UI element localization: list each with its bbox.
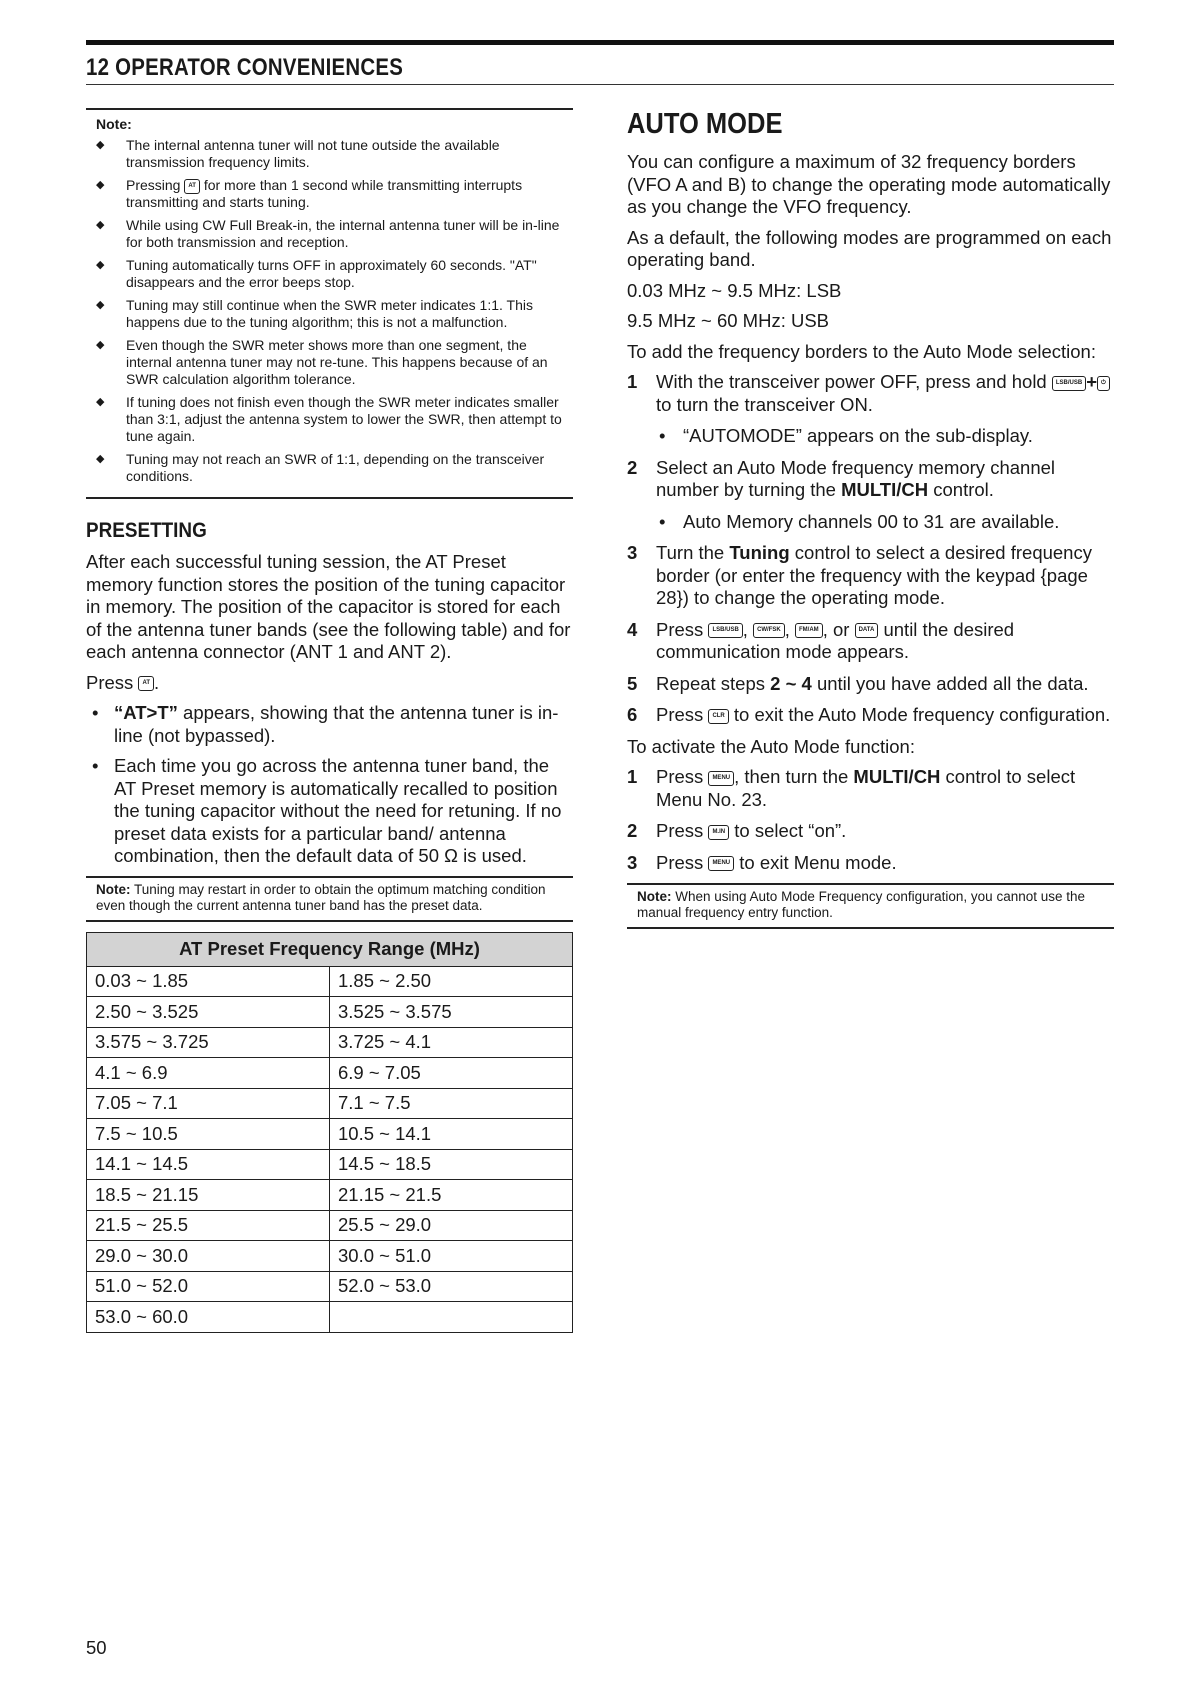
paragraph: To add the frequency borders to the Auto Mode selection: <box>627 340 1096 362</box>
step <box>627 371 1114 416</box>
step-number: 4 <box>627 618 638 640</box>
table-row <box>87 1180 573 1211</box>
paragraph: You can configure a maximum of 32 frequency borders (VFO A and B) to change the operating mode automatically as you change the VFO frequency. <box>627 151 1111 217</box>
text: Press <box>656 704 709 725</box>
header-divider <box>86 84 1114 85</box>
table-cell: 14.1 ~ 14.5 <box>87 1149 330 1180</box>
press-line <box>86 672 573 695</box>
text: until the desired communication mode appears. <box>656 618 1015 662</box>
table-cell <box>330 1302 573 1333</box>
text: Turn the <box>656 542 730 563</box>
menu-key-icon: MENU <box>708 771 734 786</box>
step-number: 3 <box>627 542 638 563</box>
clr-key-icon: CLR <box>708 709 728 724</box>
paragraph: 9.5 MHz ~ 60 MHz: USB <box>627 310 830 331</box>
table-cell: 14.5 ~ 18.5 <box>330 1149 573 1180</box>
presetting-paragraph: After each successful tuning session, the AT Preset memory function stores the position of the tuning capacitor in memory. The position of the capacitor is stored for each of the antenna tuner bands (see the following table) and for each antenna connector (ANT 1 and ANT 2). <box>86 551 571 662</box>
table-row <box>87 1302 573 1333</box>
table-cell: 3.525 ~ 3.575 <box>330 997 573 1028</box>
bold-text: “AT>T” <box>114 702 178 723</box>
note-label: Note: <box>637 889 672 904</box>
text: Press <box>656 820 709 841</box>
step-number: 5 <box>627 672 638 694</box>
step-number: 2 <box>627 820 638 841</box>
table-row <box>87 966 573 997</box>
note-item: ◆ Tuning may not reach an SWR of 1:1, depending on the transceiver conditions. <box>86 451 573 485</box>
step <box>627 542 1114 610</box>
table-row <box>87 1058 573 1089</box>
left-column <box>86 108 573 1333</box>
step-number: 1 <box>627 371 638 392</box>
step-number: 6 <box>627 704 638 725</box>
paragraph: To activate the Auto Mode function: <box>627 735 915 757</box>
table-cell: 25.5 ~ 29.0 <box>330 1210 573 1241</box>
text: Press <box>86 671 134 693</box>
table-cell: 21.5 ~ 25.5 <box>87 1210 330 1241</box>
step <box>627 766 1114 811</box>
table-row <box>87 1210 573 1241</box>
paragraph: As a default, the following modes are programmed on each operating band. <box>627 226 1112 270</box>
table-cell: 7.1 ~ 7.5 <box>330 1088 573 1119</box>
table-cell: 21.15 ~ 21.5 <box>330 1180 573 1211</box>
menu-key-icon: MENU <box>708 856 734 871</box>
chapter-title: 12 OPERATOR CONVENIENCES <box>86 54 404 81</box>
table-cell: 18.5 ~ 21.15 <box>87 1180 330 1211</box>
table-row <box>87 997 573 1028</box>
step <box>627 820 1114 843</box>
sub-bullet: • “AUTOMODE” appears on the sub-display. <box>627 425 1114 448</box>
text: , <box>784 618 796 640</box>
text: to turn the transceiver ON. <box>656 393 873 415</box>
step-number: 3 <box>627 851 638 873</box>
table-row <box>87 1088 573 1119</box>
at-preset-table <box>86 932 573 1333</box>
text: Press <box>656 618 709 640</box>
bold-text: 2 ~ 4 <box>770 672 812 694</box>
data-key-icon: DATA <box>855 623 879 638</box>
table-cell: 7.05 ~ 7.1 <box>87 1088 330 1119</box>
table-cell: 4.1 ~ 6.9 <box>87 1058 330 1089</box>
table-cell: 10.5 ~ 14.1 <box>330 1119 573 1150</box>
page-number: 50 <box>86 1637 107 1658</box>
header-rule <box>86 40 1114 45</box>
text: appears, showing that the antenna tuner is in-line (not bypassed). <box>114 702 559 746</box>
lsb-usb-key-icon: LSB/USB <box>708 623 742 638</box>
text: Press <box>656 851 709 873</box>
bold-text: MULTI/CH <box>853 766 941 787</box>
table-cell: 6.9 ~ 7.05 <box>330 1058 573 1089</box>
note-text: Pressing <box>126 177 181 193</box>
text: , then turn the <box>734 766 854 787</box>
presetting-heading: PRESETTING <box>86 519 207 542</box>
note-item: ◆ Tuning automatically turns OFF in approximately 60 seconds. "AT" disappears and the error beeps stop. <box>86 257 573 291</box>
automode-heading: AUTO MODE <box>627 108 783 140</box>
table-row <box>87 1149 573 1180</box>
note-item: ◆ If tuning does not finish even though the SWR meter indicates smaller than 3:1, adjust the antenna system to lower the SWR, then attempt to tune again. <box>86 394 573 445</box>
table-row <box>87 1241 573 1272</box>
table-row <box>87 1027 573 1058</box>
note-label: Note: <box>96 116 132 132</box>
text: Select an Auto Mode frequency memory channel number by turning the <box>656 456 1056 500</box>
presetting-note <box>86 876 573 922</box>
note-box <box>86 108 573 499</box>
text: . <box>154 671 160 693</box>
text: control to select a desired frequency border (or enter the frequency with the keypad {page 28}) to change the operating mode. <box>656 542 1092 608</box>
text: to exit Menu mode. <box>734 851 897 873</box>
plus: + <box>1086 371 1098 392</box>
step <box>627 704 1114 727</box>
at-key-icon: AT <box>184 179 200 194</box>
step-number: 1 <box>627 766 638 787</box>
text: to exit the Auto Mode frequency configuration. <box>728 704 1111 725</box>
table-cell: 1.85 ~ 2.50 <box>330 966 573 997</box>
note-text: Tuning may restart in order to obtain the optimum matching condition even though the current antenna tuner band has the preset data. <box>96 881 546 913</box>
step <box>627 457 1114 502</box>
power-key-icon: ⏻ <box>1097 376 1110 391</box>
cw-fsk-key-icon: CW/FSK <box>753 623 785 638</box>
bullet-item <box>86 702 573 747</box>
text: until you have added all the data. <box>811 672 1089 694</box>
note-item: ◆ Tuning may still continue when the SWR meter indicates 1:1. This happens due to the tuning algorithm; this is not a malfunction. <box>86 297 573 331</box>
table-cell: 7.5 ~ 10.5 <box>87 1119 330 1150</box>
table-cell: 2.50 ~ 3.525 <box>87 997 330 1028</box>
note-item: ◆ While using CW Full Break-in, the internal antenna tuner will be in-line for both transmission and reception. <box>86 217 573 251</box>
text: , <box>742 618 754 640</box>
text: control to select Menu No. 23. <box>656 766 1076 810</box>
text: to select “on”. <box>729 820 847 841</box>
bold-text: Tuning <box>729 542 790 563</box>
lsb-usb-key-icon: LSB/USB <box>1052 376 1086 391</box>
table-cell: 51.0 ~ 52.0 <box>87 1271 330 1302</box>
bullet-item: • Each time you go across the antenna tuner band, the AT Preset memory is automatically recalled to position the tuning capacitor without the need for retuning. If no preset data exists for a particular band/ antenna combination, then the default data of 50 Ω is used. <box>86 755 573 868</box>
note-text: for more than 1 second while transmitting interrupts transmitting and starts tuning. <box>126 177 523 210</box>
table-cell: 30.0 ~ 51.0 <box>330 1241 573 1272</box>
table-header: AT Preset Frequency Range (MHz) <box>87 932 573 966</box>
table-cell: 53.0 ~ 60.0 <box>87 1302 330 1333</box>
right-column <box>627 108 1114 929</box>
note-text: When using Auto Mode Frequency configuration, you cannot use the manual frequency entry function. <box>637 889 1086 920</box>
note-item: ◆ Even though the SWR meter shows more than one segment, the internal antenna tuner may not re-tune. This happens because of an SWR calculation algorithm tolerance. <box>86 337 573 388</box>
m-in-key-icon: M.IN <box>708 825 729 840</box>
table-row <box>87 1271 573 1302</box>
paragraph: 0.03 MHz ~ 9.5 MHz: LSB <box>627 279 842 301</box>
text: Repeat steps <box>656 672 771 694</box>
table-cell: 52.0 ~ 53.0 <box>330 1271 573 1302</box>
at-key-icon: AT <box>138 676 154 691</box>
table-cell: 29.0 ~ 30.0 <box>87 1241 330 1272</box>
table-cell: 3.575 ~ 3.725 <box>87 1027 330 1058</box>
note-item <box>86 177 573 211</box>
table-row <box>87 1119 573 1150</box>
step-number: 2 <box>627 456 638 478</box>
table-cell: 0.03 ~ 1.85 <box>87 966 330 997</box>
note-item: ◆ The internal antenna tuner will not tune outside the available transmission frequency limits. <box>86 137 573 171</box>
text: , or <box>822 618 855 640</box>
automode-note <box>627 883 1114 929</box>
sub-bullet: • Auto Memory channels 00 to 31 are available. <box>627 511 1114 534</box>
bold-text: MULTI/CH <box>841 479 929 500</box>
step <box>627 673 1114 696</box>
step <box>627 619 1114 664</box>
step <box>627 852 1114 875</box>
text: control. <box>928 479 994 500</box>
table-cell: 3.725 ~ 4.1 <box>330 1027 573 1058</box>
text: Press <box>656 766 709 787</box>
text: With the transceiver power OFF, press and hold <box>656 371 1047 392</box>
fm-am-key-icon: FM/AM <box>795 623 823 638</box>
note-label: Note: <box>96 881 131 897</box>
